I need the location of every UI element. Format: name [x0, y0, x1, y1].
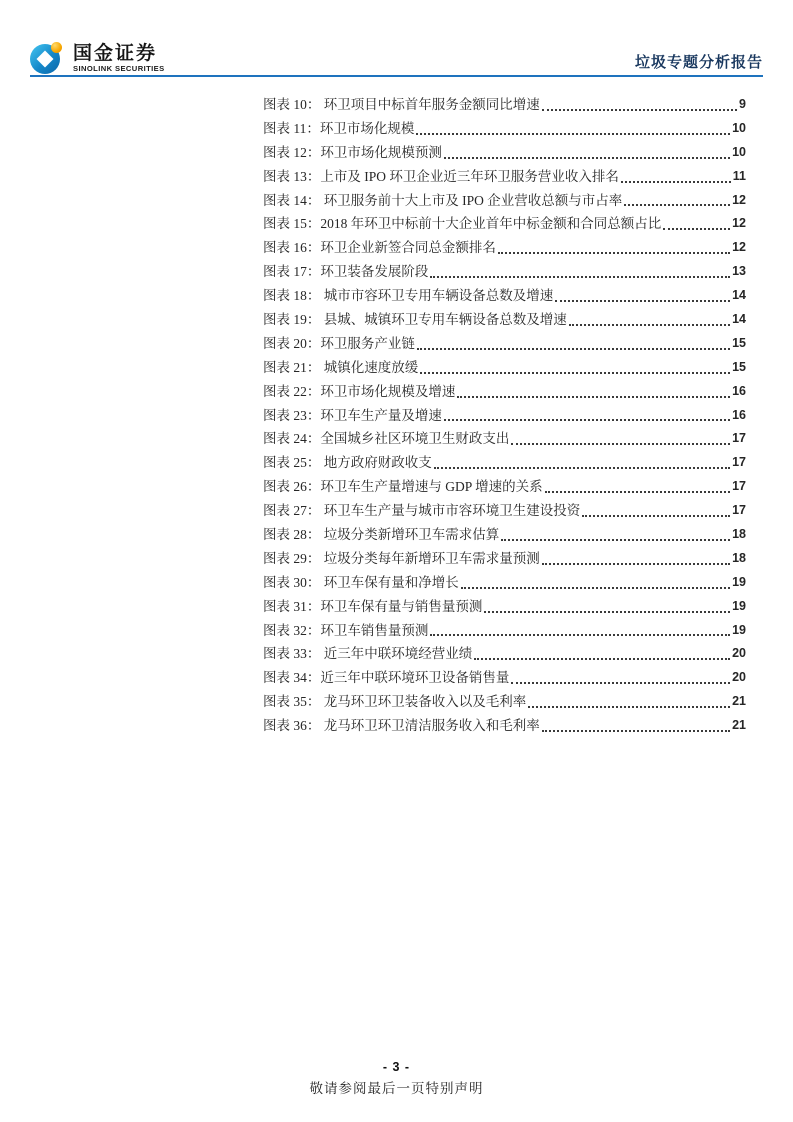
toc-entry-page-number: 19 [732, 622, 746, 637]
toc-entry-label: 图表 36： [263, 718, 321, 734]
toc-entry-title: 上市及 IPO 环卫企业近三年环卫服务营业收入排名 [320, 168, 619, 184]
toc-entry-label: 图表 11： [263, 120, 320, 136]
toc-entry-page-number: 17 [732, 479, 746, 494]
toc-entry-page-number: 15 [732, 359, 746, 374]
toc-dot-leader [430, 634, 730, 636]
toc-entry-page-number: 20 [732, 670, 746, 685]
toc-entry[interactable] [263, 189, 746, 213]
toc-entry-title: 环卫服务前十大上市及 IPO 企业营收总额与市占率 [320, 192, 623, 208]
toc-entry-label: 图表 23： [263, 407, 321, 423]
toc-entry-page-number: 16 [732, 383, 746, 398]
toc-entry-title: 环卫市场化规模预测 [320, 144, 442, 160]
toc-entry-title: 环卫项目中标首年服务金额同比增速 [320, 96, 540, 112]
toc-dot-leader [569, 324, 730, 326]
toc-dot-leader [501, 539, 730, 541]
toc-entry-title: 龙马环卫环卫清洁服务收入和毛利率 [320, 718, 540, 734]
toc-entry-label: 图表 12： [263, 144, 321, 160]
toc-entry-title: 环卫车生产量与城市市容环境卫生建设投资 [320, 503, 581, 519]
toc-entry-label: 图表 21： [263, 359, 321, 375]
toc-entry-label: 图表 16： [263, 240, 321, 256]
footer-disclaimer: 敬请参阅最后一页特别声明 [309, 1081, 484, 1096]
toc-entry-page-number: 15 [732, 335, 746, 350]
toc-entry[interactable] [263, 404, 746, 428]
toc-dot-leader [511, 682, 730, 684]
toc-entry-page-number: 18 [732, 550, 746, 565]
toc-entry-title: 环卫车保有量与销售量预测 [320, 598, 483, 614]
toc-dot-leader [457, 396, 730, 398]
toc-dot-leader [582, 515, 730, 517]
toc-entry[interactable] [263, 356, 746, 380]
toc-entry-page-number: 10 [732, 144, 746, 159]
toc-entry-title: 垃圾分类新增环卫车需求估算 [320, 527, 500, 543]
toc-entry-label: 图表 25： [263, 455, 321, 471]
toc-entry-label: 图表 26： [263, 479, 321, 495]
toc-entry-page-number: 17 [732, 431, 746, 446]
toc-entry-label: 图表 15： [263, 216, 321, 232]
toc-entry-title: 环卫企业新签合同总金额排名 [320, 240, 496, 256]
toc-entry-page-number: 17 [732, 455, 746, 470]
toc-entry-page-number: 10 [732, 120, 746, 135]
toc-dot-leader [416, 133, 730, 135]
toc-entry-label: 图表 18： [263, 288, 321, 304]
brand-name-en: SINOLINK SECURITIES [73, 64, 165, 73]
brand-text [73, 41, 165, 73]
toc-entry-label: 图表 30： [263, 574, 321, 590]
toc-entry-title: 近三年中联环境经营业绩 [320, 646, 473, 662]
toc-dot-leader [434, 467, 730, 469]
toc-entry[interactable] [263, 165, 746, 189]
toc-entry-page-number: 20 [732, 646, 746, 661]
toc-entry[interactable] [263, 308, 746, 332]
toc-entry-page-number: 21 [732, 694, 746, 709]
toc-entry[interactable] [263, 619, 746, 643]
toc-entry[interactable] [263, 93, 746, 117]
toc-dot-leader [444, 419, 730, 421]
toc-entry[interactable] [263, 642, 746, 666]
toc-entry-page-number: 18 [732, 527, 746, 542]
toc-dot-leader [444, 157, 730, 159]
toc-entry[interactable] [263, 666, 746, 690]
toc-entry[interactable] [263, 117, 746, 141]
toc-entry[interactable] [263, 595, 746, 619]
toc-entry-title: 环卫车保有量和净增长 [320, 574, 459, 590]
toc-entry-label: 图表 32： [263, 622, 321, 638]
toc-entry-title: 近三年中联环境环卫设备销售量 [320, 670, 510, 686]
toc-entry-title: 地方政府财政收支 [320, 455, 432, 471]
toc-entry-label: 图表 33： [263, 646, 321, 662]
toc-entry-title: 全国城乡社区环境卫生财政支出 [320, 431, 510, 447]
toc-entry-label: 图表 31： [263, 598, 321, 614]
toc-entry-page-number: 14 [732, 312, 746, 326]
sinolink-logo-icon [30, 41, 68, 75]
toc-dot-leader [498, 252, 730, 254]
toc-dot-leader [624, 204, 730, 206]
toc-entry[interactable] [263, 332, 746, 356]
toc-dot-leader [420, 372, 730, 374]
toc-entry[interactable] [263, 284, 746, 308]
toc-entry[interactable] [263, 260, 746, 284]
toc-entry-title: 环卫市场化规模及增速 [320, 383, 456, 399]
toc-entry[interactable] [263, 690, 746, 714]
toc-entry-page-number: 11 [732, 168, 746, 183]
toc-entry-page-number: 12 [732, 216, 746, 231]
toc-entry-page-number: 13 [732, 264, 746, 279]
toc-entry-title: 环卫车生产量增速与 GDP 增速的关系 [320, 479, 543, 495]
toc-dot-leader [484, 611, 730, 613]
toc-entry-page-number: 14 [732, 288, 746, 303]
toc-entry-label: 图表 19： [263, 312, 321, 327]
toc-dot-leader [511, 443, 730, 445]
toc-entry[interactable] [263, 714, 746, 738]
toc-entry[interactable] [263, 571, 746, 595]
toc-entry-page-number: 17 [732, 503, 746, 518]
toc-entry-title: 城市市容环卫专用车辆设备总数及增速 [320, 288, 554, 304]
toc-dot-leader [417, 348, 730, 350]
toc-dot-leader [545, 491, 730, 493]
toc-entry-title: 城镇化速度放缓 [320, 359, 419, 375]
report-title: 垃圾专题分析报告 [634, 55, 763, 71]
toc-entry-title: 县城、城镇环卫专用车辆设备总数及增速 [320, 312, 567, 327]
toc-entry-label: 图表 27： [263, 503, 321, 519]
toc-dot-leader [430, 276, 730, 278]
toc-entry-page-number: 16 [732, 407, 746, 422]
toc-entry[interactable] [263, 451, 746, 475]
toc-entry-label: 图表 17： [263, 264, 321, 280]
toc-entry-label: 图表 22： [263, 383, 321, 399]
toc-entry-label: 图表 34： [263, 670, 321, 686]
toc-entry-title: 环卫服务产业链 [320, 335, 415, 351]
table-of-contents [263, 93, 746, 738]
logo-dot-shape [51, 42, 62, 53]
toc-entry[interactable] [263, 427, 746, 451]
toc-entry-label: 图表 35： [263, 694, 321, 710]
toc-dot-leader [542, 109, 737, 111]
toc-entry[interactable] [263, 141, 746, 165]
toc-dot-leader [555, 300, 730, 302]
header-divider-rule [30, 75, 763, 77]
toc-entry-title: 龙马环卫环卫装备收入以及毛利率 [320, 694, 527, 710]
toc-entry-title: 2018 年环卫中标前十大企业首年中标金额和合同总额占比 [320, 216, 662, 232]
toc-entry-page-number: 19 [732, 574, 746, 589]
toc-entry[interactable] [263, 475, 746, 499]
toc-entry[interactable] [263, 499, 746, 523]
toc-dot-leader [621, 181, 731, 183]
toc-entry-label: 图表 20： [263, 335, 321, 351]
toc-entry-page-number: 9 [739, 96, 746, 111]
toc-entry-page-number: 21 [732, 718, 746, 733]
toc-dot-leader [474, 658, 730, 660]
toc-dot-leader [542, 563, 730, 565]
toc-entry-label: 图表 10： [263, 96, 321, 112]
toc-entry[interactable] [263, 523, 746, 547]
toc-entry-page-number: 19 [732, 598, 746, 613]
toc-entry-title: 垃圾分类每年新增环卫车需求量预测 [320, 550, 540, 566]
brand-name-cn: 国金证券 [73, 43, 158, 64]
toc-dot-leader [542, 730, 730, 732]
toc-dot-leader [528, 706, 730, 708]
toc-entry-label: 图表 29： [263, 550, 321, 566]
toc-entry[interactable] [263, 236, 746, 260]
toc-entry-page-number: 12 [732, 192, 746, 207]
toc-entry-label: 图表 24： [263, 431, 321, 447]
toc-entry-title: 环卫车销售量预测 [320, 622, 429, 638]
toc-entry-label: 图表 13： [263, 168, 321, 184]
toc-entry-title: 环卫车生产量及增速 [320, 407, 442, 423]
toc-entry[interactable] [263, 547, 746, 571]
toc-entry[interactable] [263, 212, 746, 236]
toc-dot-leader [461, 587, 730, 589]
toc-entry-title: 环卫市场化规模 [319, 120, 415, 136]
toc-entry-label: 图表 14： [263, 192, 321, 208]
toc-dot-leader [663, 228, 730, 230]
toc-entry-page-number: 12 [732, 240, 746, 255]
footer-page-number: - 3 - [382, 1060, 411, 1074]
toc-entry-label: 图表 28： [263, 527, 321, 543]
toc-entry[interactable] [263, 380, 746, 404]
toc-entry-title: 环卫装备发展阶段 [320, 264, 429, 280]
sinolink-logo [30, 41, 165, 75]
